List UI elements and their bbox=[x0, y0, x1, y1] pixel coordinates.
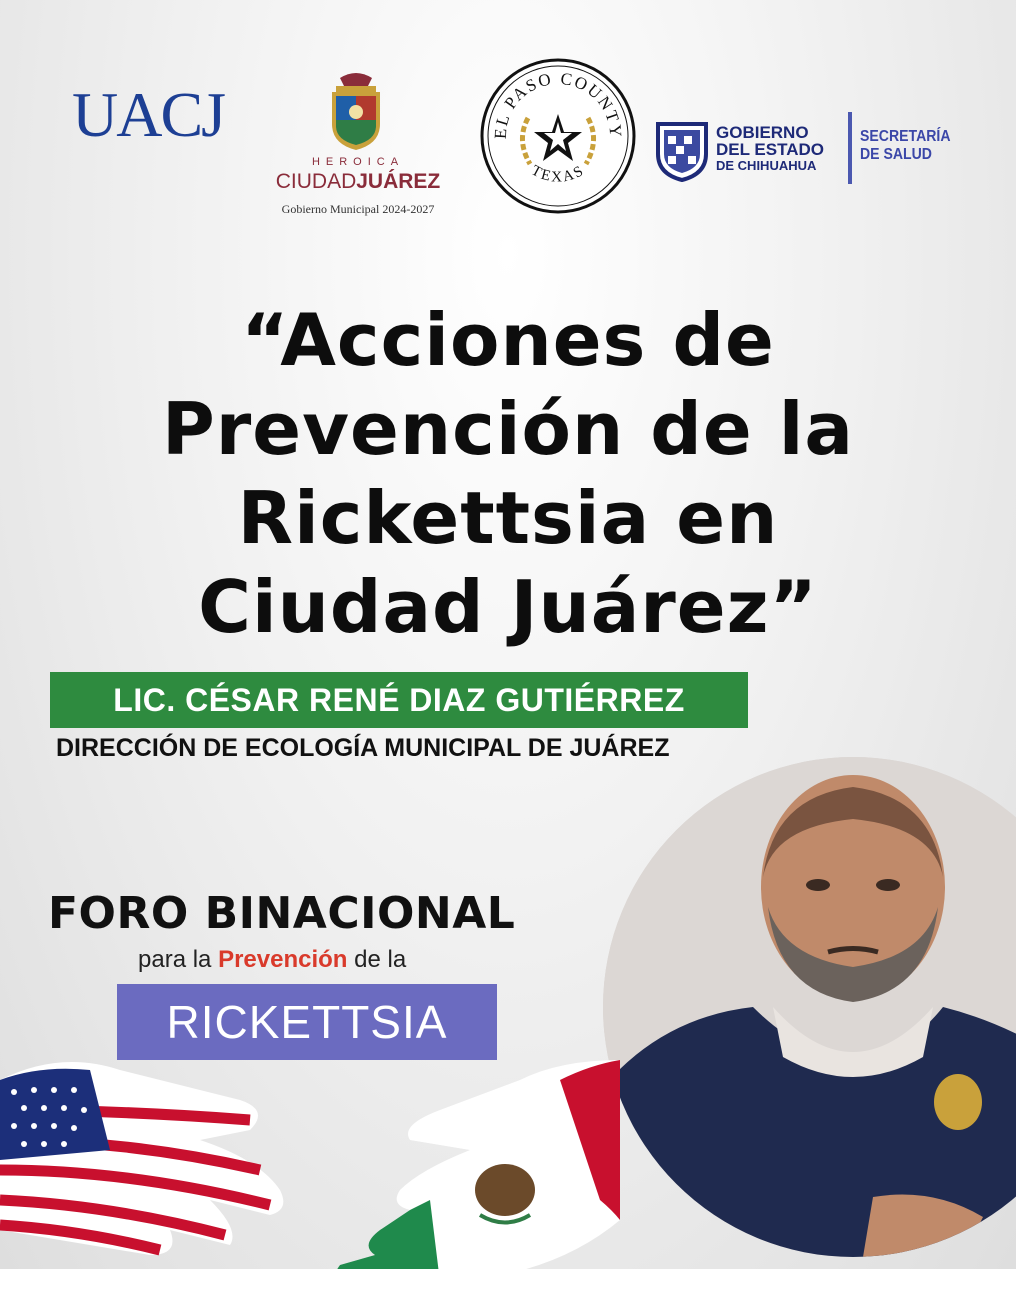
forum-title: FORO BINACIONAL bbox=[48, 888, 516, 939]
cj-name-text bbox=[268, 170, 448, 194]
speaker-photo bbox=[603, 757, 1016, 1257]
logo-divider bbox=[848, 112, 852, 184]
uacj-logo: UACJ bbox=[72, 79, 225, 150]
chih-line-3: DE CHIHUAHUA bbox=[716, 158, 817, 173]
secretaria-salud-text bbox=[860, 128, 950, 164]
cj-name-bold: JUÁREZ bbox=[356, 170, 441, 193]
ss-line-1: SECRETARÍA bbox=[860, 128, 951, 145]
cj-heroica-text: HEROICA bbox=[311, 156, 405, 168]
handshake-flags-illustration bbox=[0, 1040, 620, 1269]
forum-sub-highlight: Prevención bbox=[218, 946, 348, 973]
title-line-2: Prevención de la bbox=[162, 387, 854, 471]
rickettsia-box: RICKETTSIA bbox=[117, 984, 497, 1060]
chihuahua-government-text bbox=[716, 124, 824, 173]
cj-gobierno-text: Gobierno Municipal 2024-2027 bbox=[281, 202, 435, 216]
ss-line-2: DE SALUD bbox=[860, 146, 932, 163]
title-line-1: “Acciones de bbox=[241, 298, 775, 382]
chih-line-1: GOBIERNO bbox=[716, 123, 809, 142]
forum-sub-post: de la bbox=[347, 946, 407, 973]
title-line-3: Rickettsia en bbox=[237, 476, 779, 560]
ciudad-juarez-crest-icon bbox=[326, 68, 386, 152]
epc-bottom-text: TEXAS bbox=[528, 162, 588, 186]
cj-name-regular: CIUDAD bbox=[275, 170, 357, 193]
speaker-name-banner: LIC. CÉSAR RENÉ DIAZ GUTIÉRREZ bbox=[50, 672, 748, 728]
us-flag-hand-icon bbox=[0, 1062, 283, 1255]
forum-subtitle bbox=[138, 946, 406, 974]
el-paso-county-seal-icon bbox=[478, 56, 638, 216]
chihuahua-shield-icon bbox=[654, 120, 710, 182]
title-line-4: Ciudad Juárez” bbox=[198, 565, 818, 649]
speaker-organization: DIRECCIÓN DE ECOLOGÍA MUNICIPAL DE JUÁREZ bbox=[56, 734, 670, 762]
chih-line-2: DEL ESTADO bbox=[716, 140, 824, 159]
forum-sub-pre: para la bbox=[138, 946, 219, 973]
mexico-flag-hand-icon bbox=[334, 1060, 620, 1269]
epc-top-text: EL PASO COUNTY bbox=[490, 68, 626, 140]
speaker-portrait-icon bbox=[603, 757, 1016, 1257]
event-title bbox=[40, 296, 976, 652]
